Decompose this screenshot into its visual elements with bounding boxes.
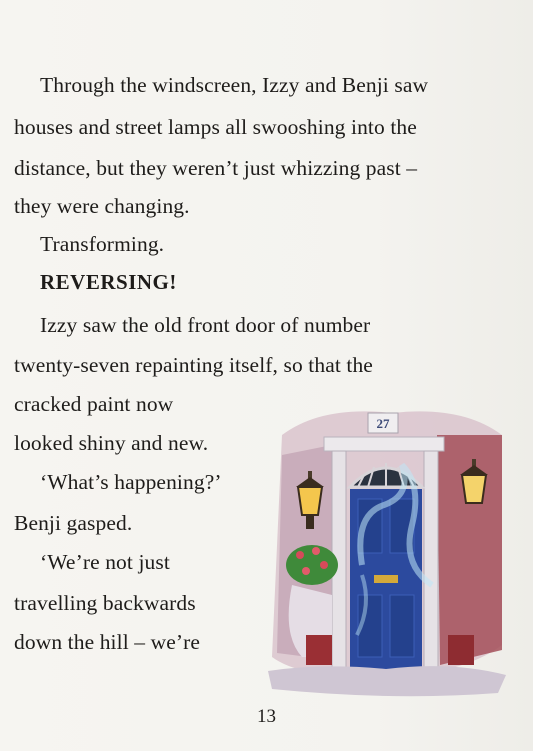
- story-line: Through the windscreen, Izzy and Benji saw: [40, 73, 429, 97]
- story-line: down the hill – we’re: [14, 630, 200, 654]
- house-number: 27: [376, 416, 390, 431]
- story-line: ‘We’re not just: [40, 550, 170, 574]
- story-line: twenty-seven repainting itself, so that the: [14, 353, 373, 377]
- story-line: houses and street lamps all swooshing into the: [14, 115, 417, 139]
- front-door-illustration: [262, 395, 508, 707]
- story-line: travelling backwards: [14, 591, 196, 615]
- flower-pot-icon: [306, 635, 332, 665]
- flower-pot-icon: [448, 635, 474, 665]
- story-line: Izzy saw the old front door of number: [40, 313, 371, 337]
- story-line: they were changing.: [14, 194, 190, 218]
- story-line: cracked paint now: [14, 392, 174, 416]
- story-line: Transforming.: [40, 232, 165, 256]
- street-lamp-icon: [298, 487, 322, 515]
- story-line: ‘What’s happening?’: [40, 470, 222, 494]
- street-lamp-icon: [462, 475, 486, 503]
- story-line: distance, but they weren’t just whizzing past –: [14, 156, 418, 180]
- page-number: 13: [257, 706, 276, 727]
- story-line: Benji gasped.: [14, 511, 133, 535]
- story-line: looked shiny and new.: [14, 431, 209, 455]
- letterbox-icon: [374, 575, 398, 583]
- story-line-emphasis: REVERSING!: [40, 270, 177, 294]
